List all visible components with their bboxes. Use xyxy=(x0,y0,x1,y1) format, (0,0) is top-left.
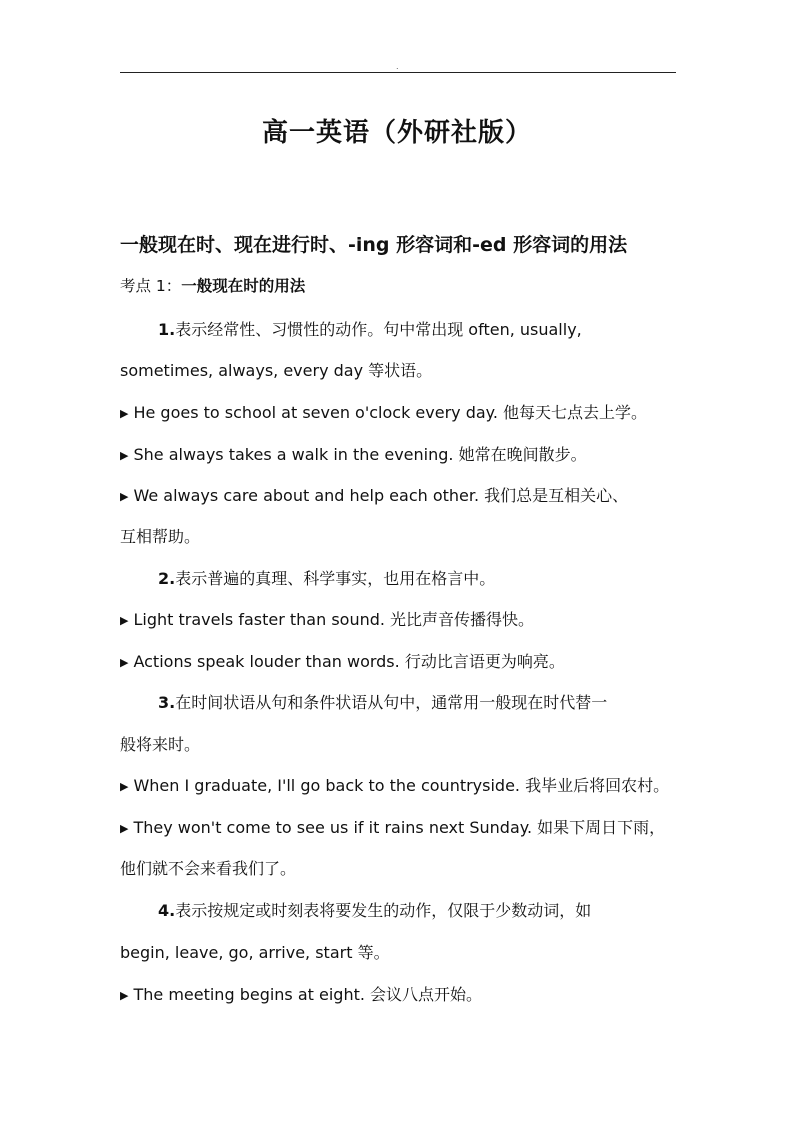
rule-text: 表示普遍的真理、科学事实，也用在格言中。 xyxy=(175,569,496,588)
example-text: When I graduate, I'll go back to the countryside. 我毕业后将回农村。 xyxy=(133,776,670,795)
kaodian-heading xyxy=(120,274,305,296)
example-text: Light travels faster than sound. 光比声音传播得快。 xyxy=(133,610,535,629)
example-line xyxy=(120,649,565,672)
bullet-triangle-icon: ▶ xyxy=(120,490,129,503)
rule-number: 2. xyxy=(158,569,176,588)
continuation-line: 互相帮助。 xyxy=(120,527,201,546)
bullet-triangle-icon: ▶ xyxy=(120,780,129,793)
rule-number: 4. xyxy=(158,901,176,920)
continuation-line: 般将来时。 xyxy=(120,735,201,754)
continuation-line: 他们就不会来看我们了。 xyxy=(120,859,297,878)
example-line xyxy=(120,773,669,796)
rule-line xyxy=(158,898,591,921)
bullet-triangle-icon: ▶ xyxy=(120,614,129,627)
rule-number: 3. xyxy=(158,693,176,712)
bullet-triangle-icon: ▶ xyxy=(120,989,129,1002)
example-text: She always takes a walk in the evening. 她常在晚间散步。 xyxy=(133,445,587,464)
example-text: Actions speak louder than words. 行动比言语更为响亮。 xyxy=(133,652,565,671)
section-heading: 一般现在时、现在进行时、-ing 形容词和-ed 形容词的用法 xyxy=(120,234,628,256)
rule-number: 1. xyxy=(158,320,176,339)
bullet-triangle-icon: ▶ xyxy=(120,822,129,835)
example-line xyxy=(120,483,628,506)
document-title: 高一英语（外研社版） xyxy=(261,118,532,148)
bullet-triangle-icon: ▶ xyxy=(120,656,129,669)
example-line xyxy=(120,607,534,630)
rule-text: 表示经常性、习惯性的动作。句中常出现 often, usually, xyxy=(175,320,582,339)
continuation-line: sometimes, always, every day 等状语。 xyxy=(120,361,433,380)
continuation-line: begin, leave, go, arrive, start 等。 xyxy=(120,943,390,962)
rule-text: 表示按规定或时刻表将要发生的动作，仅限于少数动词，如 xyxy=(175,901,592,920)
rule-line xyxy=(158,690,607,713)
kaodian-label: 考点 1： xyxy=(120,277,182,295)
example-text: He goes to school at seven o'clock every day. 他每天七点去上学。 xyxy=(133,403,648,422)
example-line xyxy=(120,982,482,1005)
example-text: The meeting begins at eight. 会议八点开始。 xyxy=(133,985,483,1004)
bullet-triangle-icon: ▶ xyxy=(120,449,129,462)
kaodian-title: 一般现在时的用法 xyxy=(181,277,306,295)
header-rule xyxy=(120,72,676,73)
example-text: They won't come to see us if it rains next Sunday. 如果下周日下雨， xyxy=(133,818,666,837)
example-line xyxy=(120,815,665,838)
rule-line xyxy=(158,317,582,340)
example-line xyxy=(120,400,647,423)
header-mark: . xyxy=(396,62,399,71)
rule-text: 在时间状语从句和条件状语从句中，通常用一般现在时代替一 xyxy=(175,693,608,712)
rule-line xyxy=(158,566,495,589)
bullet-triangle-icon: ▶ xyxy=(120,407,129,420)
example-line xyxy=(120,442,587,465)
example-text: We always care about and help each other. 我们总是互相关心、 xyxy=(133,486,629,505)
